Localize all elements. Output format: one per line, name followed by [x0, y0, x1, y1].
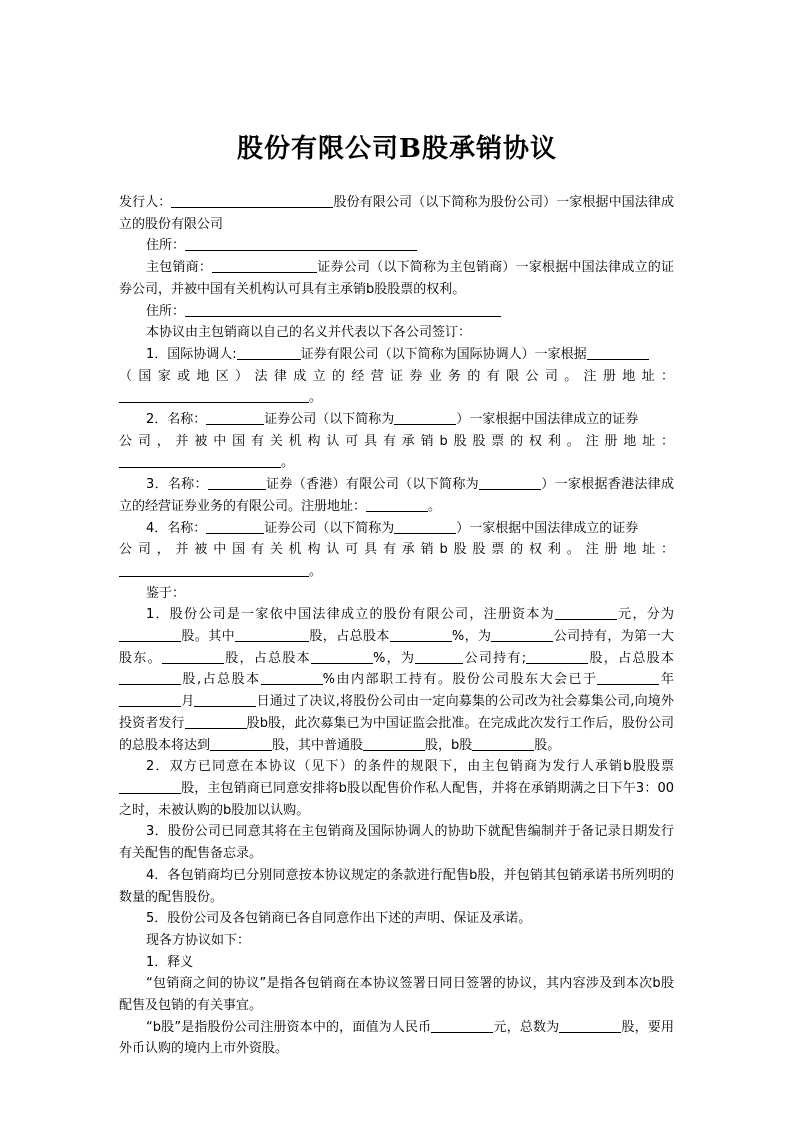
paragraph: 本协议由主包销商以自己的名义并代表以下各公司签订：	[146, 325, 472, 341]
paragraph: 。	[119, 561, 674, 583]
blank-line	[587, 345, 649, 360]
paragraph: 住所：	[119, 235, 674, 257]
blank-line	[162, 649, 224, 664]
blank-line	[119, 388, 309, 403]
paragraph: 2．双方已同意在本协议（见下）的条件的规限下，由主包销商为发行人承销b股股票股，主包销商已同意安排将b股以配售价作私人配售，并将在承销期满之日下午3：00之时，未被认购的b股加以认购。	[119, 759, 674, 818]
paragraph: 4．名称： 证券公司（以下简称为 ）一家根据中国法律成立的证券	[146, 520, 639, 536]
blank-line	[185, 714, 247, 729]
paragraph: 5．股份公司及各包销商已各自同意作出下述的声明、保证及承诺。	[146, 911, 532, 927]
blank-line	[390, 627, 452, 642]
blank-line	[212, 258, 317, 273]
blank-line	[119, 779, 181, 794]
blank-line	[119, 670, 181, 685]
blank-line	[472, 736, 534, 751]
blank-line	[185, 236, 417, 251]
blank-line	[119, 692, 181, 707]
blank-line	[185, 302, 501, 317]
document-title: 股份有限公司B股承销协议	[237, 134, 557, 164]
paragraph: 鉴于：	[146, 585, 186, 601]
blank-line	[171, 193, 333, 208]
section-heading: 1．释义	[146, 954, 194, 970]
paragraph: “包销商之间的协议”是指各包销商在本协议签署日同日签署的协议，其内容涉及到本次b股配售及包销的有关事宜。	[119, 976, 674, 1014]
blank-line	[366, 497, 428, 512]
blank-line	[431, 1018, 493, 1033]
blank-line	[235, 627, 309, 642]
blank-line	[194, 692, 256, 707]
paragraph: 主包销商： 证券公司（以下简称为主包销商）一家根据中国法律成立的证券公司，并被中国有关机构认可具有主承销b股股票的权利。	[119, 260, 674, 297]
blank-line	[363, 736, 425, 751]
paragraph: 住所：	[119, 301, 674, 323]
blank-line	[555, 605, 617, 620]
paragraph: 3．名称： 证券（香港）有限公司（以下简称为 ）一家根据香港法律成立的经营证券业务的有限公司。注册地址： 。	[119, 477, 674, 514]
paragraph: 发行人： 股份有限公司（以下简称为股份公司）一家根据中国法律成立的股份有限公司	[119, 195, 674, 232]
paragraph: 4．各包销商均已分别同意按本协议规定的条款进行配售b股，并包销其包销承诺书所列明的数量的配售股份。	[119, 867, 674, 905]
blank-line	[261, 670, 323, 685]
blank-line	[415, 649, 463, 664]
paragraph: 1．国际协调人: 证券有限公司（以下简称为国际协调人）一家根据	[119, 344, 674, 366]
paragraph: 1．股份公司是一家依中国法律成立的股份有限公司，注册资本为 元，分为股。其中 股，占总股本 %，为 公司持有，为第一大股东。 股，占总股本 %，为 公司持有; 股，占总股本股,占总股本 %由内部职工持有。股份公司股东大会已于 年月 日通过了决议,将股份公司由一定向募集的公司改为社会募集公司,向境外投资者发行 股b股，此次募集已为中国证监会批准。在完成此次发行工作后，股份公司的总股本将达到 股，其中普通股 股，b股 股。	[119, 607, 674, 753]
document-body	[119, 192, 674, 1060]
paragraph: 3．股份公司已同意其将在主包销商及国际协调人的协助下就配售编制并于备记录日期发行有关配售的配售备忘录。	[119, 824, 674, 862]
blank-line	[210, 736, 272, 751]
blank-line	[394, 519, 456, 534]
blank-line	[311, 649, 373, 664]
paragraph: “b股”是指股份公司注册资本中的，面值为人民币 元，总数为 股，要用外币认购的境内上市外资股。	[119, 1019, 674, 1057]
blank-line	[119, 453, 281, 468]
blank-line	[208, 475, 266, 490]
blank-line	[394, 410, 456, 425]
blank-line	[597, 670, 659, 685]
paragraph: 现各方协议如下：	[146, 932, 251, 948]
blank-line	[526, 649, 588, 664]
paragraph: 2．名称： 证券公司（以下简称为 ）一家根据中国法律成立的证券	[146, 412, 639, 428]
blank-line	[491, 627, 553, 642]
blank-line	[206, 519, 264, 534]
blank-line	[237, 345, 301, 360]
blank-line	[206, 410, 264, 425]
blank-line	[479, 475, 541, 490]
paragraph: 。	[119, 452, 674, 474]
paragraph: （国家或地区）法律成立的经营证券业务的有限公司。注册地址：	[119, 368, 674, 384]
paragraph: 。	[119, 387, 674, 409]
blank-line	[119, 562, 309, 577]
blank-line	[559, 1018, 621, 1033]
blank-line	[119, 627, 181, 642]
paragraph: 公司，并被中国有关机构认可具有承销b股股票的权利。注册地址：	[119, 542, 674, 558]
paragraph: 公司，并被中国有关机构认可具有承销b股股票的权利。注册地址：	[119, 433, 674, 449]
